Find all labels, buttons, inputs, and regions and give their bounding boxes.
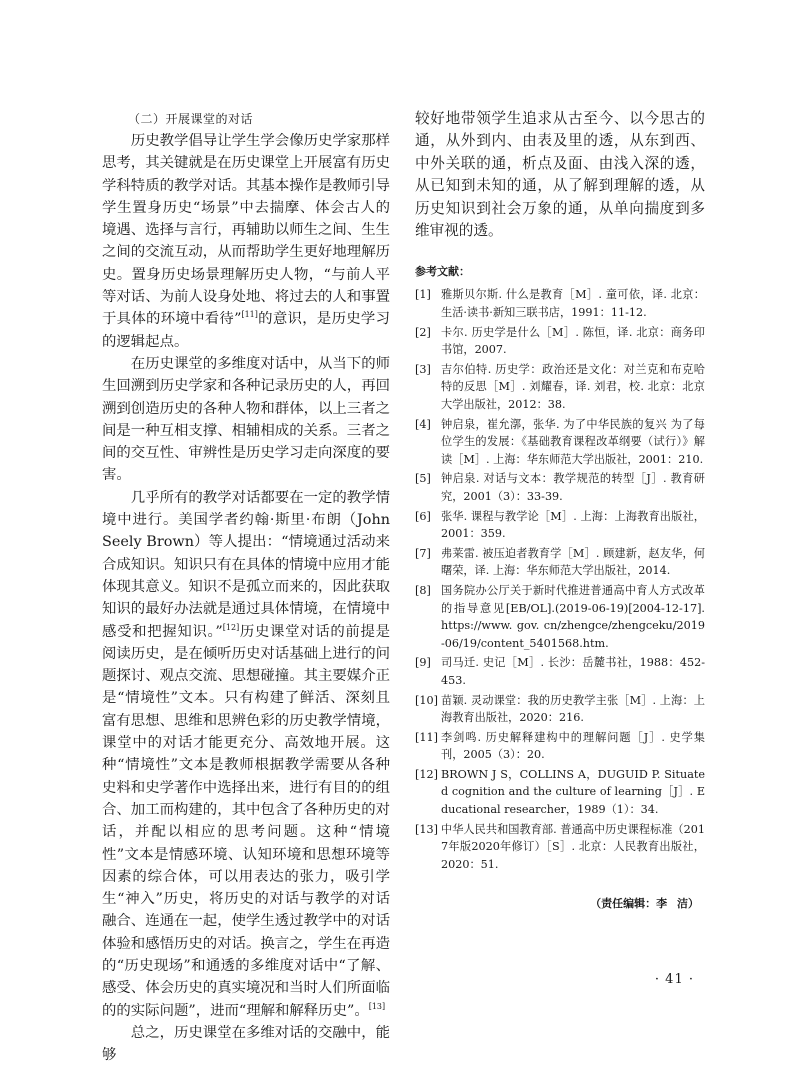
references-list bbox=[415, 286, 705, 873]
reference-number: [5] bbox=[415, 472, 431, 486]
reference-item bbox=[415, 729, 705, 764]
reference-item bbox=[415, 654, 705, 689]
continuation-paragraph: 较好地带领学生追求从古至今、以今思古的通，从外到内、由表及里的透，从东到西、中外关联的通，析点及面、由浅入深的透，从已知到未知的通，从了解到理解的透，从历史知识到社会万象的通，从单向揣度到多维审视的透。 bbox=[415, 110, 705, 240]
reference-number: [4] bbox=[415, 417, 431, 431]
citation-12: [12] bbox=[222, 622, 240, 632]
reference-number: [1] bbox=[415, 288, 431, 302]
reference-text: 卡尔. 历史学是什么［M］. 陈恒，译. 北京：商务印书馆，2007. bbox=[441, 325, 705, 357]
reference-text: 中华人民共和国教育部. 普通高中历史课程标准（2017年版2020年修订）［S］. 北京：人民教育出版社，2020：51. bbox=[441, 822, 705, 871]
reference-number: [9] bbox=[415, 656, 431, 670]
paragraph-4: 总之，历史课堂在多维对话的交融中，能够 bbox=[102, 1024, 390, 1064]
reference-text: 李剑鸣. 历史解释建构中的理解问题［J］. 史学集刊，2005（3）：20. bbox=[441, 730, 705, 762]
reference-number: [11] bbox=[415, 730, 438, 744]
reference-text: BROWN J S，COLLINS A，DUGUID P. Situated cognition and the culture of learning［J］. Educational researcher，1989（1）：34. bbox=[441, 767, 705, 817]
reference-number: [8] bbox=[415, 583, 431, 597]
reference-text: 钟启泉. 对话与文本：教学规范的转型［J］. 教育研究，2001（3）：33-39. bbox=[441, 472, 705, 503]
paragraph-3 bbox=[102, 487, 390, 1022]
reference-item bbox=[415, 692, 705, 727]
section-heading: （二）开展课堂的对话 bbox=[128, 112, 254, 126]
reference-text: 张华. 课程与教学论［M］. 上海：上海教育出版社，2001：359. bbox=[441, 509, 705, 541]
reference-text: 雅斯贝尔斯. 什么是教育［M］. 童可依，译. 北京：生活·读书·新知三联书店，1991：11-12. bbox=[441, 288, 705, 320]
reference-number: [7] bbox=[415, 546, 431, 560]
reference-number: [13] bbox=[415, 822, 438, 836]
reference-item bbox=[415, 766, 705, 819]
paragraph-1-text-b: 的意识，是历史学习的逻辑起点。 bbox=[102, 311, 390, 350]
reference-item bbox=[415, 508, 705, 543]
reference-item bbox=[415, 361, 705, 414]
left-column bbox=[102, 108, 390, 1066]
responsible-editor: （责任编辑：李 洁） bbox=[590, 897, 699, 911]
citation-13: [13] bbox=[368, 1001, 386, 1011]
reference-number: [2] bbox=[415, 325, 431, 339]
reference-item bbox=[415, 324, 705, 359]
reference-number: [3] bbox=[415, 362, 431, 376]
paragraph-2: 在历史课堂的多维度对话中，从当下的师生回溯到历史学家和各种记录历史的人，再回溯到创造历史的各种人物和群体，以上三者之间是一种互相支撑、相辅相成的关系。三者之间的交互性、审辨性是历史学习走向深度的要害。 bbox=[102, 355, 390, 484]
reference-text: 司马迁. 史记［M］. 长沙：岳麓书社，1988：452-453. bbox=[441, 656, 705, 687]
reference-number: [6] bbox=[415, 509, 431, 523]
paragraph-1 bbox=[102, 130, 390, 353]
paragraph-1-text-a: 历史教学倡导让学生学会像历史学家那样思考，其关键就是在历史课堂上开展富有历史学科特质的教学对话。其基本操作是教师引导学生置身历史“场景”中去揣摩、体会古人的境遇、选择与言行，再辅助以师生之间、生生之间的交流互动，从而帮助学生更好地理解历史。置身历史场景理解历史人物，“与前人平等对话、为前人设身处地、将过去的人和事置于具体的环境中看待” bbox=[102, 133, 390, 328]
paragraph-3-text-a: 几乎所有的教学对话都要在一定的教学情境中进行。美国学者约翰·斯里·布朗（John Seely Brown）等人提出：“情境通过活动来合成知识。知识只有在具体的情境中应用才能体现其意义。知识不是孤立而来的，因此获取知识的最好办法就是通过具体情境，在情境中感受和把握知识。” bbox=[102, 489, 390, 640]
reference-item bbox=[415, 821, 705, 874]
reference-number: [10] bbox=[415, 693, 438, 707]
right-column bbox=[415, 108, 705, 911]
paragraph-3-text-b: 历史课堂对话的前提是阅读历史，是在倾听历史对话基础上进行的问题探讨、观点交流、思想碰撞。其主要媒介正是“情境性”文本。只有构建了鲜活、深刻且富有思想、思维和思辨色彩的历史教学情境，课堂中的对话才能更充分、高效地开展。这种“情境性”文本是教师根据教学需要从各种史料和史学著作中选择出来，进行有目的的组合、加工而构建的，其中包含了各种历史的对话，并配以相应的思考问题。这种“情境性”文本是情感环境、认知环境和思想环境等因素的综合体，可以用表达的张力，吸引学生“神入”历史，将历史的对话与教学的对话融合、连通在一起，使学生透过教学中的对话体验和感悟历史的对话。换言之，学生在再造的“历史现场”和通透的多维度对话中“了解、感受、体会历史的真实境况和当时人们所面临的的实际问题”，进而“理解和解释历史”。 bbox=[102, 623, 390, 1019]
reference-item bbox=[415, 416, 705, 469]
citation-11: [11] bbox=[241, 310, 258, 320]
reference-text: 国务院办公厅关于新时代推进普通高中育人方式改革的指导意见[EB/OL].(2019-06-19)[2004-12-17]. https://www. gov. cn/zhengce/zhengceku/2019-06/19/content_5401568.htm. bbox=[441, 583, 705, 650]
reference-number: [12] bbox=[415, 767, 438, 781]
references-title: 参考文献： bbox=[415, 265, 470, 279]
reference-text: 钟启泉，崔允漷，张华. 为了中华民族的复兴 为了每位学生的发展：《基础教育课程改革纲要（试行）》解读［M］. 上海：华东师范大学出版社，2001：210. bbox=[441, 417, 705, 466]
reference-text: 苗颖. 灵动课堂：我的历史教学主张［M］. 上海：上海教育出版社，2020：216. bbox=[441, 693, 705, 725]
reference-item bbox=[415, 582, 705, 652]
reference-item bbox=[415, 545, 705, 580]
reference-item bbox=[415, 470, 705, 505]
page-number: · 41 · bbox=[654, 972, 694, 987]
reference-text: 弗莱雷. 被压迫者教育学［M］. 顾建新，赵友华，何曙荣，译. 上海：华东师范大学出版社，2014. bbox=[441, 546, 705, 578]
reference-item bbox=[415, 286, 705, 321]
reference-text: 吉尔伯特. 历史学：政治还是文化：对兰克和布克哈特的反思［M］. 刘耀春，译. 刘君，校. 北京：北京大学出版社，2012：38. bbox=[441, 362, 705, 411]
